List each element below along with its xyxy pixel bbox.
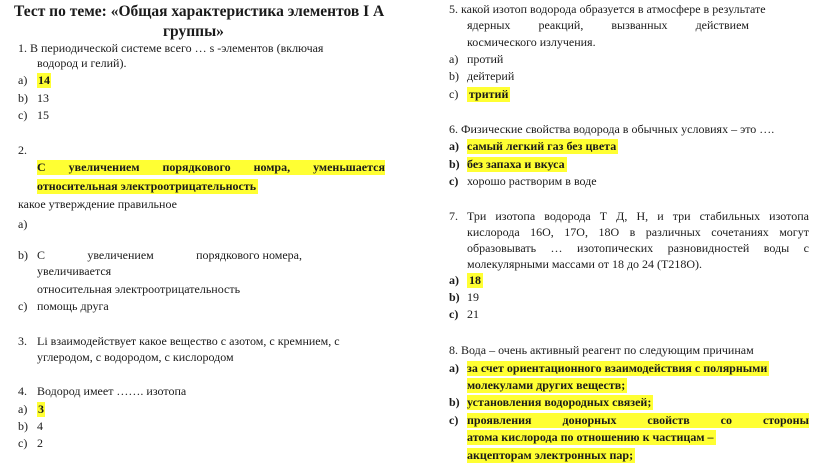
question-3-text-line-1: Li взаимодействует какое вещество с азотом, с кремнием, с: [37, 334, 340, 348]
q8-option-c-line-1: [467, 413, 809, 428]
q6-option-a-label: a): [449, 139, 459, 153]
word: изотопа: [769, 209, 809, 223]
q1-option-a-label: a): [18, 73, 28, 87]
word: Н,: [636, 209, 649, 223]
word: уменьшается: [313, 160, 385, 174]
q6-option-b: без запаха и вкуса: [467, 157, 565, 171]
q8-option-c-line-2: атома кислорода по отношению к частицам –: [467, 430, 714, 444]
word: 16O,: [530, 225, 554, 239]
word: проявления: [467, 413, 532, 427]
word: кислорода: [467, 225, 520, 239]
q4-option-a-label: a): [18, 402, 28, 416]
word: порядкового: [162, 160, 231, 174]
question-4-text: Водород имеет ……. изотопа: [37, 384, 187, 398]
word: могут: [779, 225, 809, 239]
question-7-text-line-1: [467, 209, 809, 224]
word: С: [37, 160, 46, 174]
word: три: [672, 209, 691, 223]
q1-option-c: 15: [37, 108, 49, 122]
q4-option-a: 3: [38, 402, 44, 416]
word: …: [550, 241, 563, 255]
word: вызванных: [611, 18, 668, 32]
question-5-text-line-3: космического излучения.: [467, 35, 596, 49]
question-5-text-line-2: [467, 18, 749, 33]
q5-option-a-label: a): [449, 52, 459, 66]
word: стороны: [762, 413, 809, 427]
title-line-2: группы»: [163, 23, 224, 40]
question-6-text: 6. Физические свойства водорода в обычных условиях – это ….: [449, 122, 775, 136]
q6-option-a: самый легкий газ без цвета: [467, 139, 617, 153]
q7-option-c-label: c): [449, 307, 459, 321]
q5-option-b: дейтерий: [467, 69, 515, 83]
question-2-prompt: какое утверждение правильное: [18, 197, 177, 211]
q7-option-b: 19: [467, 290, 479, 304]
q1-option-c-label: c): [18, 108, 28, 122]
question-7-text-line-3: [467, 241, 809, 256]
word: образовывать: [467, 241, 537, 255]
q4-option-c: 2: [37, 436, 43, 450]
q2-option-c: помощь друга: [37, 299, 109, 313]
word: увеличением: [68, 160, 140, 174]
q2-option-a-label: a): [18, 217, 28, 231]
q2-option-b-line-2: увеличивается: [37, 264, 112, 278]
q5-option-c-label: c): [449, 87, 459, 101]
q2-option-c-label: c): [18, 299, 28, 313]
q7-option-b-label: b): [449, 290, 460, 304]
question-3-number: 3.: [18, 334, 27, 348]
word: водорода: [544, 209, 591, 223]
word: воды: [763, 241, 790, 255]
word: изотопа: [495, 209, 536, 223]
q8-option-c-label: c): [449, 413, 459, 427]
question-1-text-line-1: 1. В периодической системе всего … s -элементов (включая: [18, 41, 324, 55]
word: различных: [645, 225, 701, 239]
q8-option-c-line-3: акцепторам электронных пар;: [467, 448, 634, 462]
question-7-text-line-4: молекулярными массами от 18 до 24 (Т218O).: [467, 257, 703, 271]
word: и: [657, 209, 664, 223]
q7-option-a: 18: [469, 273, 481, 287]
word: Д,: [616, 209, 628, 223]
q8-option-a-label: a): [449, 361, 459, 375]
q5-option-c: тритий: [469, 87, 509, 101]
question-5-text-line-1: 5. какой изотоп водорода образуется в атмосфере в результате: [449, 2, 766, 16]
q8-option-b-label: b): [449, 395, 460, 409]
word: со: [720, 413, 732, 427]
q4-option-b: 4: [37, 419, 43, 433]
word: реакций,: [538, 18, 584, 32]
word: донорных: [562, 413, 617, 427]
q8-option-a-line-2: молекулами других веществ;: [467, 378, 626, 392]
word: сочетаниях: [711, 225, 769, 239]
word: порядкового номера,: [196, 248, 302, 262]
q2-option-b-line-3: относительная электроотрицательность: [37, 282, 241, 296]
q4-option-c-label: c): [18, 436, 28, 450]
q2-option-b-label: b): [18, 248, 28, 262]
q5-option-b-label: b): [449, 69, 459, 83]
word: стабильных: [699, 209, 761, 223]
word: 18O: [598, 225, 620, 239]
question-8-text: 8. Вода – очень активный реагент по следующим причинам: [449, 343, 754, 357]
word: номра,: [253, 160, 291, 174]
word: Т: [599, 209, 608, 223]
question-4-number: 4.: [18, 384, 27, 398]
q2-option-b-line-1: [37, 248, 302, 263]
q1-option-a: 14: [38, 73, 50, 87]
q6-option-b-label: b): [449, 157, 460, 171]
question-7-text-line-2: [467, 225, 809, 240]
question-1-text-line-2: водород и гелий).: [37, 56, 127, 70]
q7-option-c: 21: [467, 307, 479, 321]
word: изотопических: [577, 241, 654, 255]
question-2-number: 2.: [18, 143, 27, 157]
word: 17O,: [564, 225, 588, 239]
q7-option-a-label: a): [449, 273, 459, 287]
word: увеличением: [87, 248, 154, 262]
word: Три: [467, 209, 487, 223]
q6-option-c-label: c): [449, 174, 459, 188]
word: в: [629, 225, 636, 239]
q8-option-b: установления водородных связей;: [467, 395, 652, 409]
question-2-statement-line-1: [37, 160, 385, 175]
q8-option-a-line-1: за счет ориентационного взаимодействия с полярными: [467, 361, 768, 375]
word: свойств: [647, 413, 690, 427]
title-line-1: Тест по теме: «Общая характеристика элементов I А: [14, 3, 385, 20]
q4-option-b-label: b): [18, 419, 28, 433]
q1-option-b: 13: [37, 91, 49, 105]
word: с: [803, 241, 809, 255]
question-7-number: 7.: [449, 209, 458, 223]
word: ядерных: [467, 18, 511, 32]
word: действием: [695, 18, 749, 32]
question-3-text-line-2: углеродом, с водородом, с кислородом: [37, 350, 234, 364]
q1-option-b-label: b): [18, 91, 28, 105]
q5-option-a: протий: [467, 52, 504, 66]
word: разновидностей: [667, 241, 750, 255]
q6-option-c: хорошо растворим в воде: [467, 174, 597, 188]
question-2-statement-line-2: относительная электроотрицательность: [37, 179, 257, 193]
word: С: [37, 248, 46, 262]
